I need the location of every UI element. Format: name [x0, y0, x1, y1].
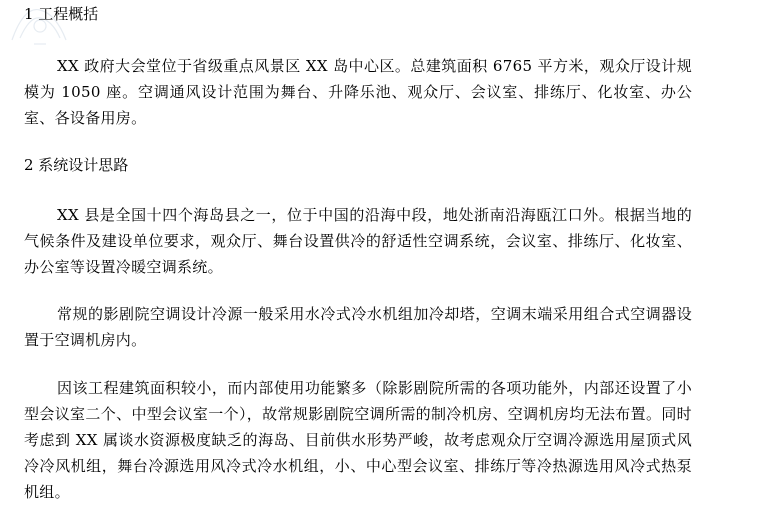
paragraph-selected-scheme: 因该工程建筑面积较小，而内部使用功能繁多（除影剧院所需的各项功能外，内部还设置了小型会议室二个、中型会议室一个），故常规影剧院空调所需的制冷机房、空调机房均无法布置。同时考虑到 XX 属谈水资源极度缺乏的海岛、目前供水形势严峻，故考虑观众厅空调冷源选用屋顶式风冷冷风机组，舞台冷源选用风冷式冷水机组，小、中心型会议室、排练厅等冷热源选用风冷式热泵机组。 — [24, 379, 692, 501]
section-heading-2: 2 系统设计思路 — [24, 156, 129, 174]
paragraph-location-climate: XX 县是全国十四个海岛县之一，位于中国的沿海中段，地处浙南沿海瓯江口外。根据当地的气候条件及建设单位要求，观众厅、舞台设置供冷的舒适性空调系统，会议室、排练厅、化妆室、办公室等设置冷暖空调系统。 — [24, 206, 692, 276]
paragraph-project-overview: XX 政府大会堂位于省级重点风景区 XX 岛中心区。总建筑面积 6765 平方米，观众厅设计规模为 1050 座。空调通风设计范围为舞台、升降乐池、观众厅、会议室、排练厅、化妆室、办公室、各设备用房。 — [24, 57, 692, 127]
section-heading-1: 1 工程概括 — [24, 5, 99, 23]
paragraph-conventional-design: 常规的影剧院空调设计冷源一般采用水冷式冷水机组加冷却塔，空调末端采用组合式空调器设置于空调机房内。 — [24, 305, 692, 349]
